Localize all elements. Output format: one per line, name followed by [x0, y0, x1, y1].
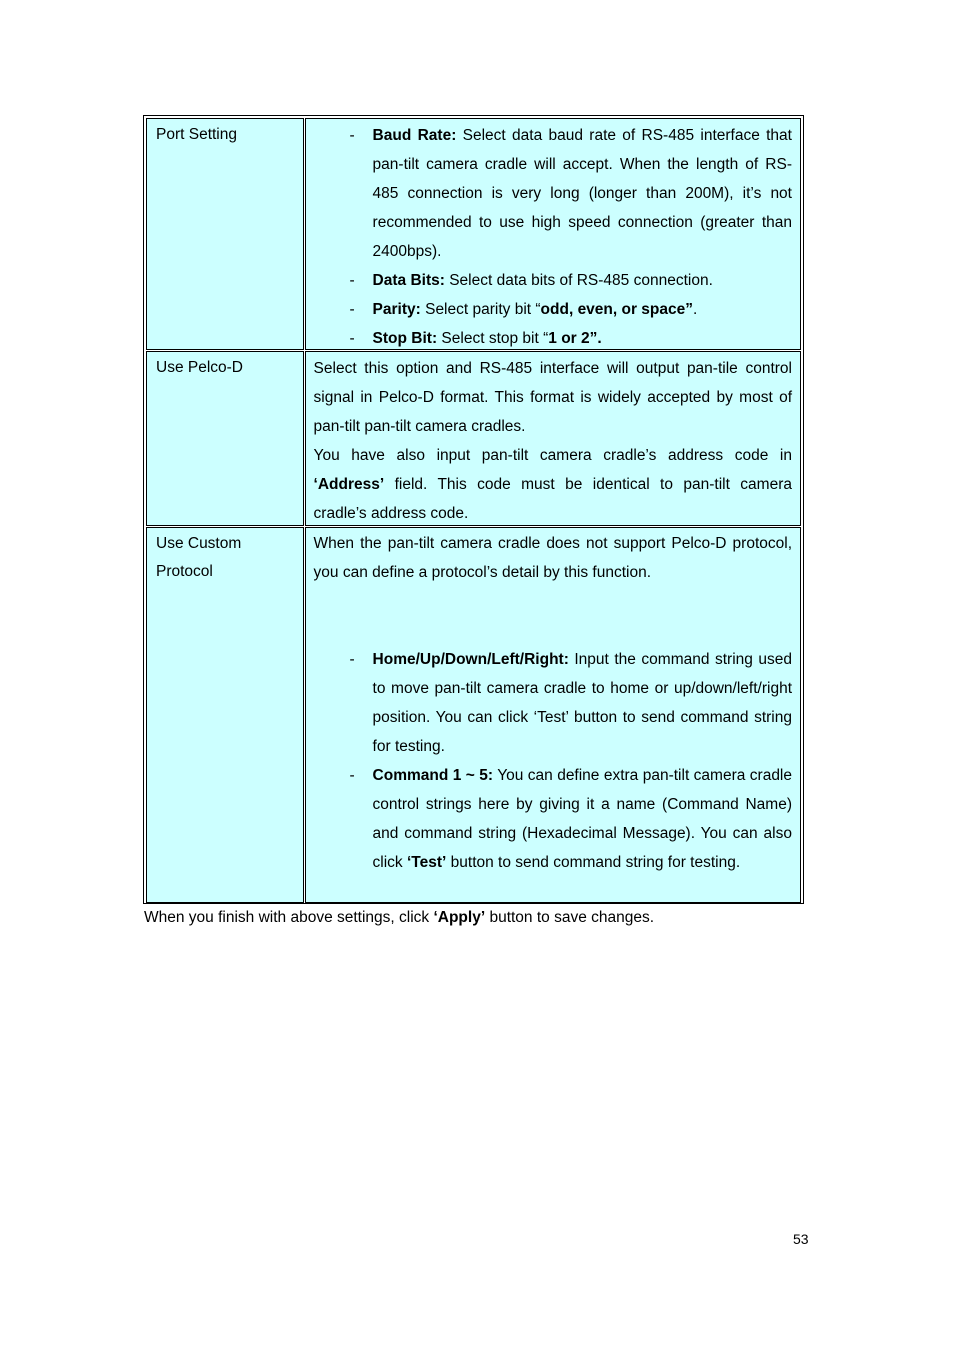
paragraph: When the pan-tilt camera cradle does not support Pelco-D protocol, you can define a protocol’s detail by this function.	[313, 535, 792, 581]
table-row-use-custom-protocol	[146, 527, 801, 903]
page-number: 53	[793, 1231, 809, 1247]
list-item-data-bits: - Data Bits: Select data bits of RS-485 connection.	[349, 272, 713, 289]
list-item-parity: - Parity: Select parity bit “odd, even, or space”.	[349, 301, 698, 318]
list-item-stop-bit: - Stop Bit: Select stop bit “1 or 2”.	[349, 330, 602, 347]
row-description	[305, 351, 801, 526]
settings-table	[143, 115, 804, 904]
row-description	[305, 527, 801, 903]
row-description	[305, 118, 801, 350]
paragraph: You have also input pan-tilt camera cradle’s address code in ‘Address’ field. This code must be identical to pan-tilt camera cradle’s address code.	[313, 447, 792, 522]
table-row-use-pelco-d	[146, 351, 801, 526]
paragraph: Select this option and RS-485 interface will output pan-tile control signal in Pelco-D format. This format is widely accepted by most of pan-tilt pan-tilt camera cradles.	[313, 360, 792, 435]
bullet-list	[314, 645, 792, 877]
footer-note: When you finish with above settings, click ‘Apply’ button to save changes.	[144, 909, 655, 926]
spacer	[314, 587, 792, 645]
list-item-command-1-5: - Command 1 ~ 5: You can define extra pan-tilt camera cradle control strings here by giving it a name (Command Name) and command string (Hexadecimal Message). You can also click ‘Test’ button to send command string for testing.	[349, 767, 792, 871]
bullet-list	[314, 121, 792, 353]
table-row-port-setting	[146, 118, 801, 350]
row-label: Use Custom Protocol	[146, 527, 304, 903]
row-label: Port Setting	[146, 118, 304, 350]
list-item-baud-rate: - Baud Rate: Select data baud rate of RS-485 interface that pan-tilt camera cradle will accept. When the length of RS-485 connection is very long (longer than 200M), it’s not recommended to use high speed connection (greater than 2400bps).	[349, 127, 792, 260]
row-label: Use Pelco-D	[146, 351, 304, 526]
list-item-home-up-down: - Home/Up/Down/Left/Right: Input the command string used to move pan-tilt camera cradle to home or up/down/left/right position. You can click ‘Test’ button to send command string for testing.	[349, 651, 792, 755]
